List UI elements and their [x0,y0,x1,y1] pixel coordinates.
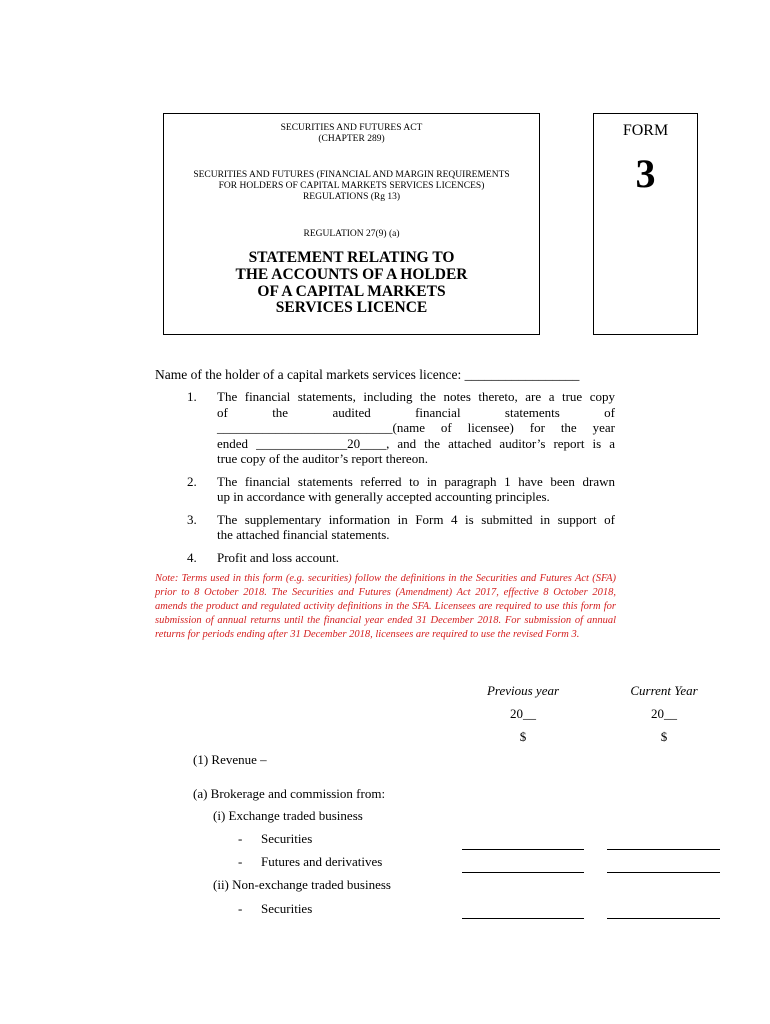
item-1-line-3: ___________________________(name of licensee) for the year [217,420,615,435]
previous-year-field: 20__ [510,706,536,721]
form-title-line-4: SERVICES LICENCE [275,299,428,316]
row-dash: - [238,831,243,846]
amount-field-previous-securities[interactable] [462,849,584,850]
item-2-line-2: up in accordance with generally accepted accounting principles. [217,489,550,504]
previous-currency: $ [519,729,527,744]
regulation-reference: REGULATION 27(9) (a) [303,229,400,239]
regulations-line-1: SECURITIES AND FUTURES (FINANCIAL AND MARGIN REQUIREMENTS [193,170,510,180]
row-brokerage: (a) Brokerage and commission from: [193,786,386,801]
item-1-line-5: true copy of the auditor’s report thereon. [217,451,428,466]
item-1-line-2: of the audited financial statements of [217,405,615,420]
row-securities-exchange: Securities [261,831,313,846]
row-non-exchange-traded: (ii) Non-exchange traded business [213,877,391,892]
amount-field-previous-non-exchange-securities[interactable] [462,918,584,919]
amendment-note: Note: Terms used in this form (e.g. securities) follow the definitions in the Securities and Futures Act (SFA) prior to 8 October 2018. The Securities and Futures (Amendment) Act 2017, effective 8 October 2018, amends the product and regulated activity definitions in the SFA. Licensees are required to use this form for submission of annual returns until the financial year ended 31 December 2018. For submission of annual returns for periods ending after 31 December 2018, licensees are required to use the revised Form 3. [155,573,616,640]
form-label: FORM [622,122,669,139]
column-header-previous-year: Previous year [486,683,560,698]
item-number: 4. [187,550,197,565]
amount-field-current-futures[interactable] [607,872,720,873]
column-header-current-year: Current Year [630,683,698,698]
form-number: 3 [635,151,656,196]
licence-holder-name-line: Name of the holder of a capital markets services licence: _________________ [155,367,580,382]
form-header-box [163,113,540,335]
amount-field-current-non-exchange-securities[interactable] [607,918,720,919]
item-2-line-1: The financial statements referred to in paragraph 1 have been drawn [217,474,615,489]
current-currency: $ [660,729,668,744]
row-exchange-traded: (i) Exchange traded business [213,808,363,823]
amount-field-current-securities[interactable] [607,849,720,850]
regulations-line-2: FOR HOLDERS OF CAPITAL MARKETS SERVICES LICENCES) [218,181,485,191]
item-1-line-4: ended ______________20____, and the attached auditor’s report is a [217,436,615,451]
row-revenue: (1) Revenue – [193,752,267,767]
row-dash: - [238,854,243,869]
row-futures-derivatives: Futures and derivatives [261,854,383,869]
form-title-line-2: THE ACCOUNTS OF A HOLDER [235,266,468,283]
item-3-line-2: the attached financial statements. [217,527,390,542]
current-year-field: 20__ [651,706,677,721]
act-chapter: (CHAPTER 289) [318,134,385,144]
form-title-line-3: OF A CAPITAL MARKETS [257,283,446,300]
item-number: 2. [187,474,197,489]
item-number: 3. [187,512,197,527]
amount-field-previous-futures[interactable] [462,872,584,873]
form-title-line-1: STATEMENT RELATING TO [248,249,455,266]
row-securities-non-exchange: Securities [261,901,313,916]
form-number-box [593,113,698,335]
item-4-line-1: Profit and loss account. [217,550,340,565]
row-dash: - [238,901,243,916]
item-number: 1. [187,389,197,404]
item-3-line-1: The supplementary information in Form 4 is submitted in support of [217,512,615,527]
regulations-line-3: REGULATIONS (Rg 13) [302,192,401,202]
item-1-line-1: The financial statements, including the notes thereto, are a true copy [217,389,615,404]
act-name: SECURITIES AND FUTURES ACT [280,123,423,133]
